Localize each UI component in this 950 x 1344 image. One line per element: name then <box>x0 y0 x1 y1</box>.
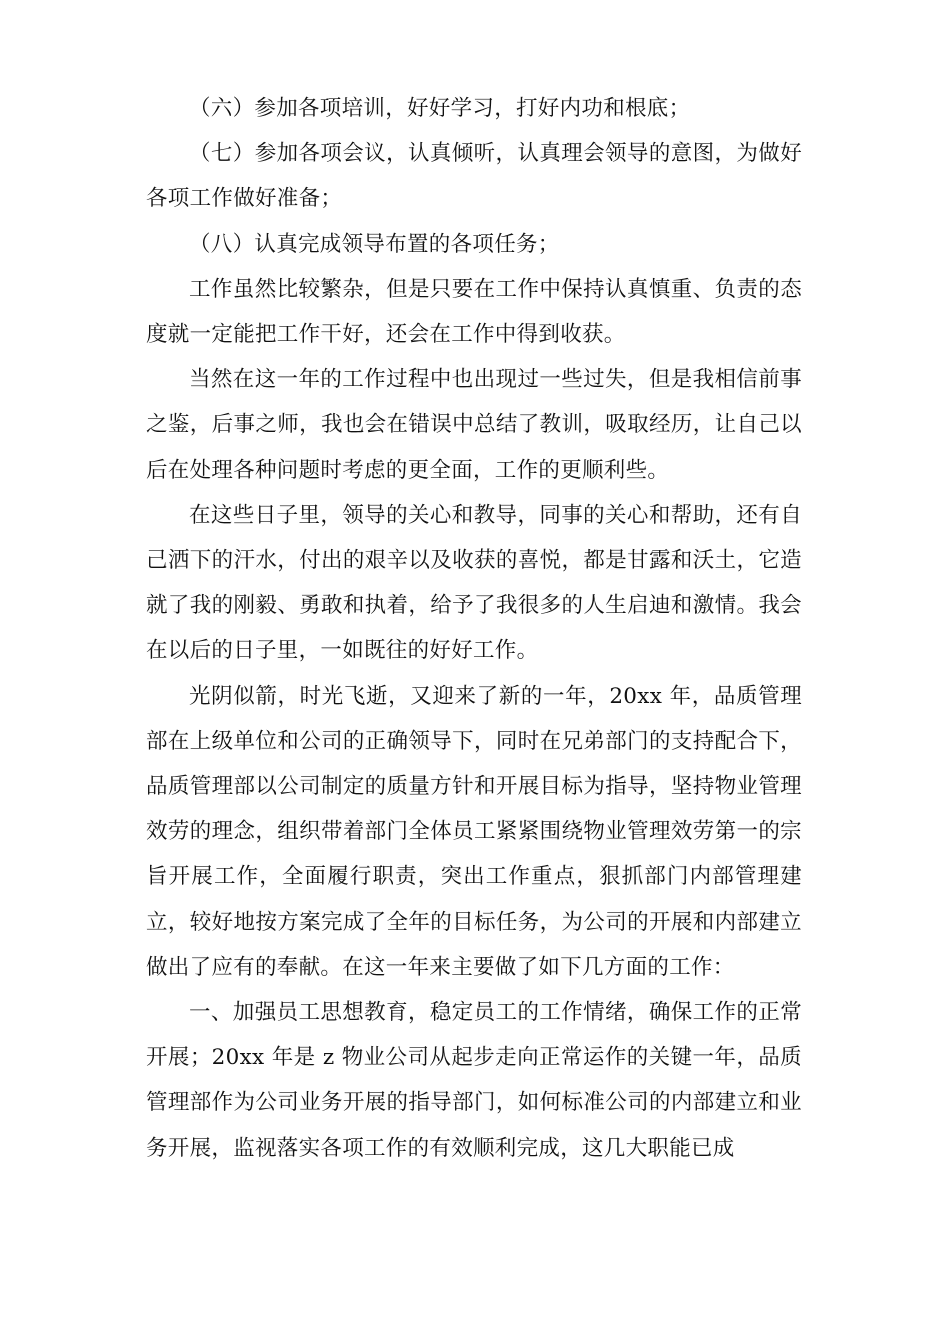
paragraph-6-training: （六）参加各项培训，好好学习，打好内功和根底； <box>189 96 691 121</box>
paragraph-year-summary: 光阴似箭，时光飞逝，又迎来了新的一年，20xx 年，品质管理部在上级单位和公司的正确领导下，同时在兄弟部门的支持配合下，品质管理部以公司制定的质量方针和开展目标为指导，坚持物业管理效劳的理念，组织带着部门全体员工紧紧围绕物业管理效劳第一的宗旨开展工作，全面履行职责，突出工作重点，狠抓部门内部管理建立，较好地按方案完成了全年的目标任务，为公司的开展和内部建立做出了应有的奉献。在这一年来主要做了如下几方面的工作： <box>146 683 802 980</box>
paragraph-8-tasks: （八）认真完成领导布置的各项任务； <box>189 231 560 257</box>
paragraph-7-meetings: （七）参加各项会议，认真倾听，认真理会领导的意图，为做好各项工作做好准备； <box>146 141 802 212</box>
paragraph-staff-education: 一、加强员工思想教育，稳定员工的工作情绪，确保工作的正常开展；20xx 年是 z 物业公司从起步走向正常运作的关键一年，品质管理部作为公司业务开展的指导部门，如何标准公司的内部建立和业务开展，监视落实各项工作的有效顺利完成，这几大职能已成 <box>146 1000 802 1161</box>
paragraph-lessons-learned: 当然在这一年的工作过程中也出现过一些过失，但是我相信前事之鉴，后事之师，我也会在错误中总结了教训，吸取经历，让自己以后在处理各种问题时考虑的更全面，工作的更顺利些。 <box>146 367 802 483</box>
paragraph-gratitude: 在这些日子里，领导的关心和教导，同事的关心和帮助，还有自己洒下的汗水，付出的艰辛以及收获的喜悦，都是甘露和沃土，它造就了我的刚毅、勇敢和执着，给予了我很多的人生启迪和激情。我会在以后的日子里，一如既往的好好工作。 <box>146 502 802 664</box>
document-body <box>146 86 802 1171</box>
paragraph-work-attitude: 工作虽然比较繁杂，但是只要在工作中保持认真慎重、负责的态度就一定能把工作干好，还会在工作中得到收获。 <box>146 276 802 348</box>
